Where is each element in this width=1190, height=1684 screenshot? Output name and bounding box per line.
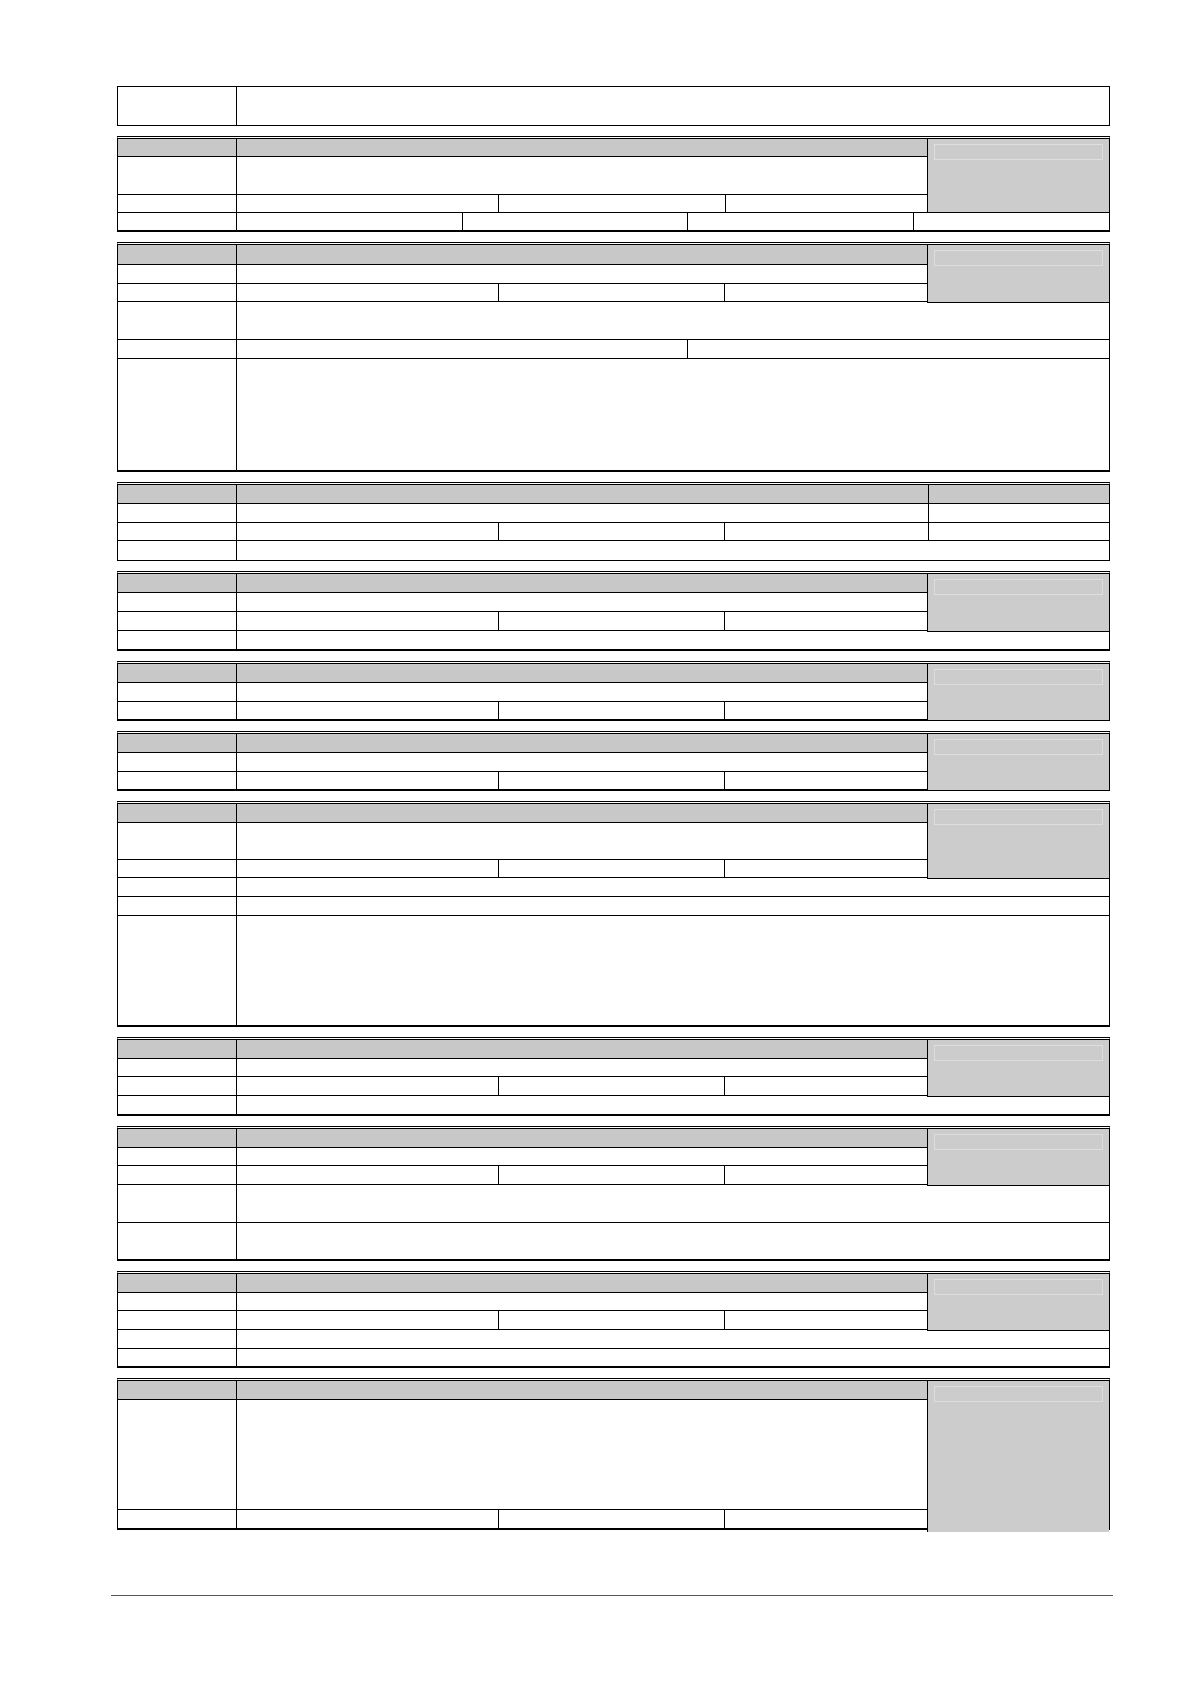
entry-7-field[interactable] [725, 860, 927, 877]
entry-1-header-label [118, 139, 237, 156]
entry-9-label [118, 1185, 237, 1222]
entry-7-field[interactable] [237, 897, 1109, 915]
entry-2-field[interactable] [688, 340, 1109, 358]
entry-block-6 [117, 731, 1110, 791]
entry-2-label [118, 284, 237, 301]
entry-9-field[interactable] [499, 1166, 725, 1184]
entry-8-stamp-box [927, 1040, 1109, 1097]
entry-7-field[interactable] [237, 878, 1109, 896]
entry-11-header-label [118, 1381, 237, 1399]
entry-4-stamp-box [927, 574, 1109, 632]
form-header-value-cell[interactable] [237, 87, 1109, 125]
entry-1-field[interactable] [688, 213, 914, 230]
entry-5-field[interactable] [237, 702, 499, 719]
entry-2-label [118, 265, 237, 283]
entry-3-header-label [118, 485, 237, 503]
entry-6-stamp-box [927, 734, 1109, 790]
form-header-block [117, 86, 1110, 126]
entry-9-label [118, 1166, 237, 1184]
entry-10-field[interactable] [237, 1349, 1109, 1366]
entry-5-stamp-box [927, 664, 1109, 720]
entry-11-stamp-box [927, 1381, 1109, 1532]
entry-3-field[interactable] [237, 504, 929, 522]
entry-7-label [118, 823, 237, 859]
entry-1-header-title [237, 139, 927, 156]
entry-9-header-label [118, 1129, 237, 1147]
entry-10-field[interactable] [237, 1311, 499, 1329]
entry-block-11 [117, 1378, 1110, 1530]
entry-7-label [118, 860, 237, 877]
entry-4-field[interactable] [237, 612, 499, 630]
entry-3-label [118, 504, 237, 522]
entry-4-header-label [118, 574, 237, 592]
entry-9-field[interactable] [237, 1223, 1109, 1259]
entry-11-notes-field[interactable] [237, 1400, 927, 1509]
entry-9-field[interactable] [725, 1166, 927, 1184]
entry-8-header-title [237, 1040, 927, 1058]
entry-1-field[interactable] [914, 213, 1109, 230]
entry-block-8 [117, 1037, 1110, 1116]
entry-3-field[interactable] [929, 523, 1109, 540]
entry-7-header-label [118, 804, 237, 822]
entry-10-field[interactable] [237, 1330, 1109, 1348]
entry-5-label [118, 702, 237, 719]
entry-2-header-title [237, 245, 927, 264]
entry-8-field[interactable] [237, 1096, 1109, 1114]
entry-11-field[interactable] [725, 1510, 927, 1528]
entry-3-field[interactable] [725, 523, 929, 540]
entry-6-field[interactable] [237, 772, 499, 789]
entry-7-label [118, 916, 237, 1025]
entry-8-header-label [118, 1040, 237, 1058]
entry-5-field[interactable] [725, 702, 927, 719]
entry-11-label [118, 1400, 237, 1509]
entry-2-label [118, 359, 237, 470]
entry-6-label [118, 753, 237, 771]
entry-11-field[interactable] [499, 1510, 725, 1528]
entry-10-label [118, 1349, 237, 1366]
entry-10-label [118, 1293, 237, 1310]
entry-10-field[interactable] [237, 1293, 927, 1310]
entry-9-header-title [237, 1129, 927, 1147]
entry-3-field[interactable] [237, 541, 1109, 560]
entry-10-label [118, 1311, 237, 1329]
entry-2-notes-field[interactable] [237, 359, 1109, 470]
entry-block-4 [117, 571, 1110, 651]
entry-block-1 [117, 136, 1110, 232]
entry-11-label [118, 1510, 237, 1528]
entry-11-header-title [237, 1381, 927, 1399]
entry-block-9 [117, 1126, 1110, 1261]
entry-7-notes-field[interactable] [237, 916, 1109, 1025]
entry-1-label [118, 195, 237, 212]
entry-3-field[interactable] [929, 504, 1109, 522]
form-header-label-cell [118, 87, 237, 125]
entry-2-label [118, 340, 237, 358]
entry-7-field[interactable] [499, 860, 725, 877]
entry-block-5 [117, 661, 1110, 721]
entry-9-label [118, 1148, 237, 1165]
entry-5-label [118, 683, 237, 701]
entry-7-field[interactable] [237, 823, 927, 859]
entry-10-header-label [118, 1274, 237, 1292]
entry-4-field[interactable] [237, 631, 1109, 649]
entry-10-header-title [237, 1274, 927, 1292]
entry-1-field[interactable] [237, 195, 499, 212]
entry-1-field[interactable] [237, 213, 463, 230]
entry-1-field[interactable] [726, 195, 927, 212]
entry-block-2 [117, 242, 1110, 472]
entry-6-field[interactable] [499, 772, 725, 789]
entry-9-stamp-box [927, 1129, 1109, 1186]
entry-block-7 [117, 801, 1110, 1027]
entry-4-field[interactable] [237, 593, 927, 611]
entry-block-10 [117, 1271, 1110, 1368]
entry-8-field[interactable] [237, 1077, 499, 1095]
entry-8-label [118, 1077, 237, 1095]
entry-5-header-title [237, 664, 927, 682]
entry-4-field[interactable] [725, 612, 927, 630]
entry-1-field[interactable] [463, 213, 688, 230]
entry-10-stamp-box [927, 1274, 1109, 1331]
entry-2-field[interactable] [237, 284, 499, 301]
entry-10-field[interactable] [725, 1311, 927, 1329]
entry-3-header-extra [929, 485, 1109, 503]
entry-9-label [118, 1223, 237, 1259]
entry-5-field[interactable] [499, 702, 725, 719]
entry-8-field[interactable] [237, 1059, 927, 1076]
footer-rule [111, 1595, 1113, 1596]
entry-3-field[interactable] [499, 523, 725, 540]
entry-9-field[interactable] [237, 1185, 1109, 1222]
entry-2-label [118, 302, 237, 339]
entry-7-stamp-box [927, 804, 1109, 879]
entry-10-field[interactable] [499, 1311, 725, 1329]
entry-7-label [118, 878, 237, 896]
entry-7-label [118, 897, 237, 915]
form-document [117, 86, 1110, 1530]
entry-4-label [118, 593, 237, 611]
entry-11-field[interactable] [237, 1510, 499, 1528]
entry-1-stamp-box [927, 139, 1109, 213]
entry-2-field[interactable] [237, 340, 688, 358]
entry-6-header-title [237, 734, 927, 752]
entry-block-3 [117, 482, 1110, 561]
entry-7-header-title [237, 804, 927, 822]
entry-6-header-label [118, 734, 237, 752]
entry-2-header-label [118, 245, 237, 264]
entry-2-field[interactable] [499, 284, 725, 301]
entry-9-field[interactable] [237, 1148, 927, 1165]
entry-1-label [118, 157, 237, 194]
entry-8-label [118, 1096, 237, 1114]
entry-4-label [118, 612, 237, 630]
entry-1-field[interactable] [237, 157, 927, 194]
entry-9-field[interactable] [237, 1166, 499, 1184]
entry-4-label [118, 631, 237, 649]
entry-5-header-label [118, 664, 237, 682]
entry-2-field[interactable] [237, 302, 1109, 339]
entry-3-header-title [237, 485, 929, 503]
entry-3-field[interactable] [237, 523, 499, 540]
entry-5-field[interactable] [237, 683, 927, 701]
entry-10-label [118, 1330, 237, 1348]
entry-7-field[interactable] [237, 860, 499, 877]
entry-8-field[interactable] [725, 1077, 927, 1095]
entry-6-label [118, 772, 237, 789]
entry-2-field[interactable] [237, 265, 927, 283]
entry-2-stamp-box [927, 245, 1109, 303]
entry-3-label [118, 523, 237, 540]
entry-1-field[interactable] [499, 195, 726, 212]
entry-6-field[interactable] [725, 772, 927, 789]
entry-4-field[interactable] [499, 612, 725, 630]
entry-1-label [118, 213, 237, 230]
entry-6-field[interactable] [237, 753, 927, 771]
entry-4-header-title [237, 574, 927, 592]
entry-3-label [118, 541, 237, 560]
entry-8-label [118, 1059, 237, 1076]
entry-8-field[interactable] [499, 1077, 725, 1095]
entry-2-field[interactable] [725, 284, 927, 301]
